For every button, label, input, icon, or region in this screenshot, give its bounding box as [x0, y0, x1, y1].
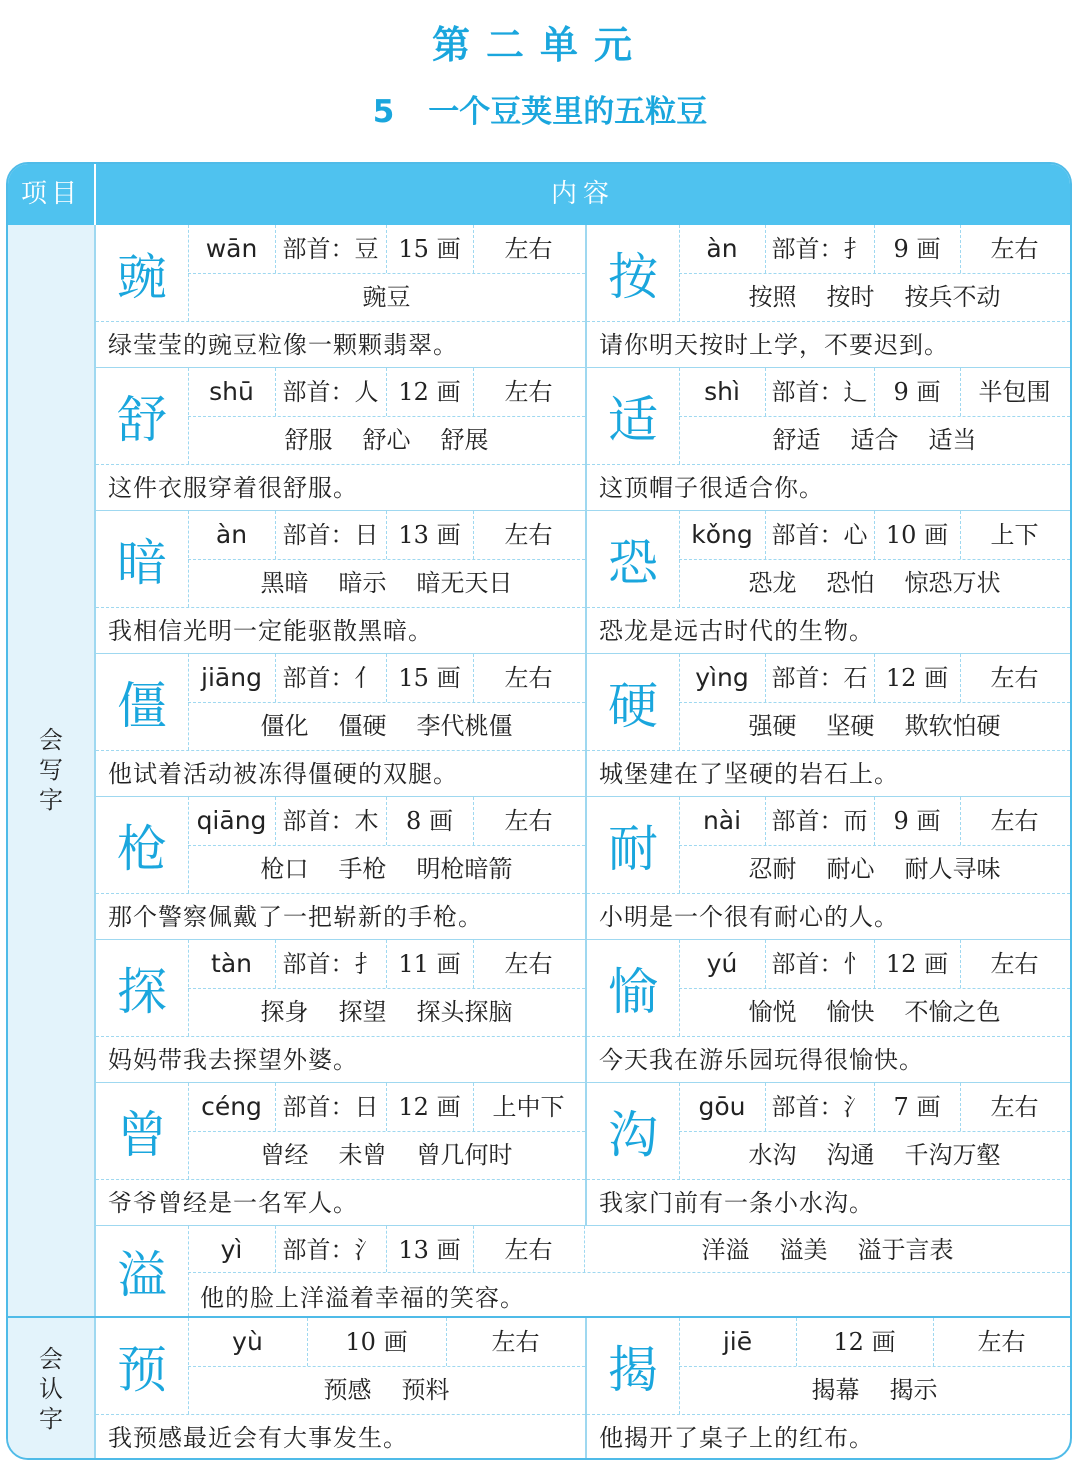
info-divider	[188, 988, 585, 989]
lesson-number: 5	[372, 94, 395, 130]
word: 未曾	[338, 1141, 387, 1169]
char-cell	[587, 654, 1070, 797]
strokes: 12 画	[398, 378, 461, 406]
pinyin: tàn	[211, 949, 252, 978]
word: 明枪暗箭	[416, 855, 513, 883]
word: 探身	[260, 998, 309, 1026]
sentence-divider	[587, 607, 1070, 608]
word: 舒服	[284, 426, 333, 454]
strokes: 7 画	[893, 1093, 941, 1121]
structure: 左右	[504, 378, 553, 406]
sentence-divider	[587, 1414, 1070, 1415]
char-cell	[96, 511, 585, 654]
info-divider	[679, 416, 1070, 417]
info-divider	[188, 559, 585, 560]
hanzi-char: 恐	[608, 534, 658, 592]
char-cell	[587, 940, 1070, 1083]
info-divider	[679, 273, 1070, 274]
strokes: 15 画	[398, 664, 461, 692]
info-divider	[188, 845, 585, 846]
word: 曾几何时	[416, 1141, 513, 1169]
word: 忍耐	[748, 855, 797, 883]
sentence-divider	[96, 1414, 585, 1415]
word: 舒适	[772, 426, 821, 454]
radical: 部首：而	[771, 807, 868, 835]
strokes: 15 画	[398, 235, 461, 263]
char-cell	[96, 368, 585, 511]
header-item: 项目	[8, 164, 96, 225]
sentence-divider	[587, 1036, 1070, 1037]
info-divider	[188, 416, 585, 417]
structure: 左右	[990, 664, 1039, 692]
radical: 部首：心	[771, 521, 868, 549]
words-line	[188, 704, 585, 748]
pinyin: yìng	[695, 663, 749, 692]
word: 暗示	[338, 569, 387, 597]
sentence-divider	[96, 321, 585, 322]
pinyin: shì	[704, 377, 740, 406]
word: 愉快	[826, 998, 875, 1026]
write-label-3: 字	[39, 786, 63, 814]
hanzi-char: 舒	[117, 391, 167, 449]
words-line	[679, 275, 1070, 319]
word: 预感	[323, 1376, 372, 1404]
read-label-2: 认	[39, 1375, 63, 1403]
sentence-divider	[587, 321, 1070, 322]
word: 舒展	[440, 426, 489, 454]
info-divider	[679, 988, 1070, 989]
word: 耐人寻味	[904, 855, 1001, 883]
hanzi-char: 暗	[117, 534, 167, 592]
words-line	[679, 561, 1070, 605]
info-divider	[679, 1131, 1070, 1132]
example-sentence: 他的脸上洋溢着幸福的笑容。	[200, 1284, 525, 1312]
char-cell	[96, 225, 585, 368]
example-sentence: 他试着活动被冻得僵硬的双腿。	[108, 760, 458, 788]
word: 舒心	[362, 426, 411, 454]
pinyin: yì	[220, 1235, 243, 1264]
structure: 左右	[491, 1328, 540, 1356]
sentence-divider	[587, 893, 1070, 894]
sentence-divider	[587, 750, 1070, 751]
radical: 部首：木	[282, 807, 379, 835]
info-divider	[679, 845, 1070, 846]
char-cell	[96, 1318, 585, 1460]
word: 探望	[338, 998, 387, 1026]
word: 恐龙	[748, 569, 797, 597]
pinyin: gōu	[698, 1092, 746, 1121]
word: 适合	[850, 426, 899, 454]
example-sentence: 今天我在游乐园玩得很愉快。	[599, 1046, 924, 1074]
info-divider	[188, 1131, 585, 1132]
word: 按兵不动	[904, 283, 1001, 311]
structure: 左右	[504, 950, 553, 978]
hanzi-char: 豌	[117, 248, 167, 306]
hanzi-char: 沟	[608, 1106, 658, 1164]
sentence-divider	[587, 464, 1070, 465]
radical: 部首：辶	[771, 378, 868, 406]
radical: 部首：氵	[771, 1093, 868, 1121]
structure: 左右	[504, 235, 553, 263]
word: 按时	[826, 283, 875, 311]
strokes: 9 画	[893, 235, 941, 263]
strokes: 9 画	[893, 378, 941, 406]
strokes: 12 画	[833, 1328, 896, 1356]
word: 揭幕	[811, 1376, 860, 1404]
word: 溢美	[779, 1236, 828, 1264]
char-cell	[587, 368, 1070, 511]
radical: 部首：扌	[282, 950, 379, 978]
word: 探头探脑	[416, 998, 513, 1026]
char-cell	[587, 797, 1070, 940]
example-sentence: 他揭开了桌子上的红布。	[599, 1424, 874, 1452]
word: 豌豆	[362, 283, 411, 311]
structure: 左右	[504, 664, 553, 692]
strokes: 13 画	[398, 521, 461, 549]
write-label-2: 写	[39, 756, 63, 784]
word: 洋溢	[701, 1236, 750, 1264]
word: 僵硬	[338, 712, 387, 740]
word: 僵化	[260, 712, 309, 740]
example-sentence: 我相信光明一定能驱散黑暗。	[108, 617, 433, 645]
write-label-1: 会	[39, 726, 63, 754]
strokes: 9 画	[893, 807, 941, 835]
words-line	[679, 418, 1070, 462]
words-line	[188, 1133, 585, 1177]
word: 水沟	[748, 1141, 797, 1169]
example-sentence: 恐龙是远古时代的生物。	[599, 617, 874, 645]
word: 曾经	[260, 1141, 309, 1169]
word: 按照	[748, 283, 797, 311]
write-section-label	[8, 225, 96, 1318]
word: 耐心	[826, 855, 875, 883]
word: 惊恐万状	[904, 569, 1001, 597]
word: 揭示	[889, 1376, 938, 1404]
example-sentence: 爷爷曾经是一名军人。	[108, 1189, 358, 1217]
radical: 部首：亻	[282, 664, 379, 692]
word: 黑暗	[260, 569, 309, 597]
strokes: 12 画	[885, 950, 949, 978]
structure: 左右	[504, 1236, 553, 1264]
words-line	[188, 561, 585, 605]
structure: 左右	[504, 807, 553, 835]
char-cell-wide	[96, 1226, 1070, 1316]
structure: 半包围	[978, 378, 1051, 406]
info-divider	[188, 702, 585, 703]
example-sentence: 请你明天按时上学，不要迟到。	[599, 331, 949, 359]
lesson-name: 一个豆荚里的五粒豆	[428, 94, 708, 130]
radical: 部首：豆	[282, 235, 379, 263]
word: 强硬	[748, 712, 797, 740]
words-line	[679, 1133, 1070, 1177]
pinyin: jiē	[722, 1327, 753, 1356]
example-sentence: 这顶帽子很适合你。	[599, 474, 824, 502]
hanzi-char: 愉	[608, 963, 658, 1021]
word: 暗无天日	[416, 569, 513, 597]
hanzi-char: 按	[608, 248, 658, 306]
sentence-divider	[96, 607, 585, 608]
read-label-1: 会	[39, 1345, 63, 1373]
word: 李代桃僵	[416, 712, 513, 740]
char-cell	[96, 797, 585, 940]
radical: 部首：日	[282, 521, 379, 549]
pinyin: kǒng	[691, 520, 753, 549]
char-cell	[96, 1083, 585, 1226]
structure: 左右	[990, 235, 1039, 263]
structure: 左右	[977, 1328, 1026, 1356]
word: 欺软怕硬	[904, 712, 1001, 740]
hanzi-char: 探	[117, 963, 167, 1021]
example-sentence: 那个警察佩戴了一把崭新的手枪。	[108, 903, 483, 931]
header-content: 内容	[550, 179, 615, 209]
pinyin: àn	[215, 520, 248, 549]
word: 手枪	[338, 855, 387, 883]
word: 预料	[401, 1376, 450, 1404]
hanzi-char: 枪	[117, 820, 167, 878]
structure: 上下	[990, 521, 1039, 549]
sentence-divider	[96, 464, 585, 465]
structure: 左右	[990, 950, 1039, 978]
structure: 左右	[990, 807, 1039, 835]
words-line	[188, 847, 585, 891]
strokes: 10 画	[345, 1328, 408, 1356]
pinyin: yù	[232, 1327, 263, 1356]
words-line	[188, 990, 585, 1034]
example-sentence: 我家门前有一条小水沟。	[599, 1189, 874, 1217]
vocab-table	[6, 162, 1072, 1460]
hanzi-char: 适	[608, 391, 658, 449]
strokes: 12 画	[885, 664, 949, 692]
radical: 部首：忄	[771, 950, 868, 978]
info-divider	[679, 1366, 1070, 1367]
char-cell	[96, 654, 585, 797]
sentence-divider	[587, 1179, 1070, 1180]
structure: 上中下	[492, 1093, 565, 1121]
word: 枪口	[260, 855, 309, 883]
words-line	[188, 1368, 585, 1412]
pinyin: jiāng	[201, 663, 262, 692]
char-cell	[587, 1083, 1070, 1226]
word: 沟通	[826, 1141, 875, 1169]
words-line	[585, 1230, 1070, 1270]
column-separator	[585, 1318, 587, 1460]
word: 适当	[928, 426, 977, 454]
radical: 部首：石	[771, 664, 868, 692]
example-sentence: 这件衣服穿着很舒服。	[108, 474, 358, 502]
table-header	[8, 164, 1070, 225]
strokes: 12 画	[398, 1093, 461, 1121]
words-line	[679, 1368, 1070, 1412]
structure: 左右	[504, 521, 553, 549]
pinyin: qiāng	[196, 806, 267, 835]
example-sentence: 小明是一个很有耐心的人。	[599, 903, 899, 931]
strokes: 13 画	[398, 1236, 461, 1264]
example-sentence: 妈妈带我去探望外婆。	[108, 1046, 358, 1074]
read-section-label	[8, 1318, 96, 1460]
sentence-divider	[96, 750, 585, 751]
pinyin: shū	[209, 377, 254, 406]
structure: 左右	[990, 1093, 1039, 1121]
word: 溢于言表	[857, 1236, 954, 1264]
radical: 部首：扌	[771, 235, 868, 263]
hanzi-char: 耐	[608, 820, 658, 878]
words-line	[679, 990, 1070, 1034]
sentence-divider	[96, 1036, 585, 1037]
char-cell	[587, 225, 1070, 368]
hanzi-char: 溢	[117, 1246, 167, 1304]
info-divider	[188, 273, 585, 274]
strokes: 8 画	[406, 807, 453, 835]
pinyin: wān	[205, 234, 258, 263]
sentence-divider	[96, 893, 585, 894]
pinyin: yú	[706, 949, 738, 978]
word: 坚硬	[826, 712, 875, 740]
pinyin: nài	[702, 806, 742, 835]
lesson-title	[0, 86, 1080, 131]
info-divider	[679, 559, 1070, 560]
hanzi-char: 预	[117, 1341, 167, 1399]
radical: 部首：人	[282, 378, 379, 406]
radical: 部首：日	[282, 1093, 379, 1121]
words-line	[188, 275, 585, 319]
words-line	[679, 704, 1070, 748]
hanzi-char: 硬	[608, 677, 658, 735]
word: 不愉之色	[904, 998, 1001, 1026]
info-divider	[188, 1272, 1070, 1273]
example-sentence: 绿莹莹的豌豆粒像一颗颗翡翠。	[108, 331, 458, 359]
hanzi-char: 僵	[117, 677, 167, 735]
sentence-divider	[96, 1179, 585, 1180]
pinyin: céng	[201, 1092, 262, 1121]
unit-title: 第二单元	[431, 23, 648, 67]
hanzi-char: 揭	[608, 1341, 658, 1399]
example-sentence: 我预感最近会有大事发生。	[108, 1424, 408, 1452]
column-separator	[585, 225, 587, 1226]
example-sentence: 城堡建在了坚硬的岩石上。	[599, 760, 899, 788]
strokes: 11 画	[398, 950, 461, 978]
hanzi-char: 曾	[117, 1106, 167, 1164]
words-line	[679, 847, 1070, 891]
read-label-3: 字	[39, 1405, 63, 1433]
char-cell	[587, 511, 1070, 654]
info-divider	[188, 1366, 585, 1367]
info-divider	[679, 702, 1070, 703]
radical: 部首：氵	[282, 1236, 379, 1264]
strokes: 10 画	[885, 521, 949, 549]
char-cell	[96, 940, 585, 1083]
word: 千沟万壑	[904, 1141, 1001, 1169]
word: 愉悦	[748, 998, 797, 1026]
pinyin: àn	[706, 234, 738, 263]
words-line	[188, 418, 585, 462]
word: 恐怕	[826, 569, 875, 597]
char-cell	[587, 1318, 1070, 1460]
